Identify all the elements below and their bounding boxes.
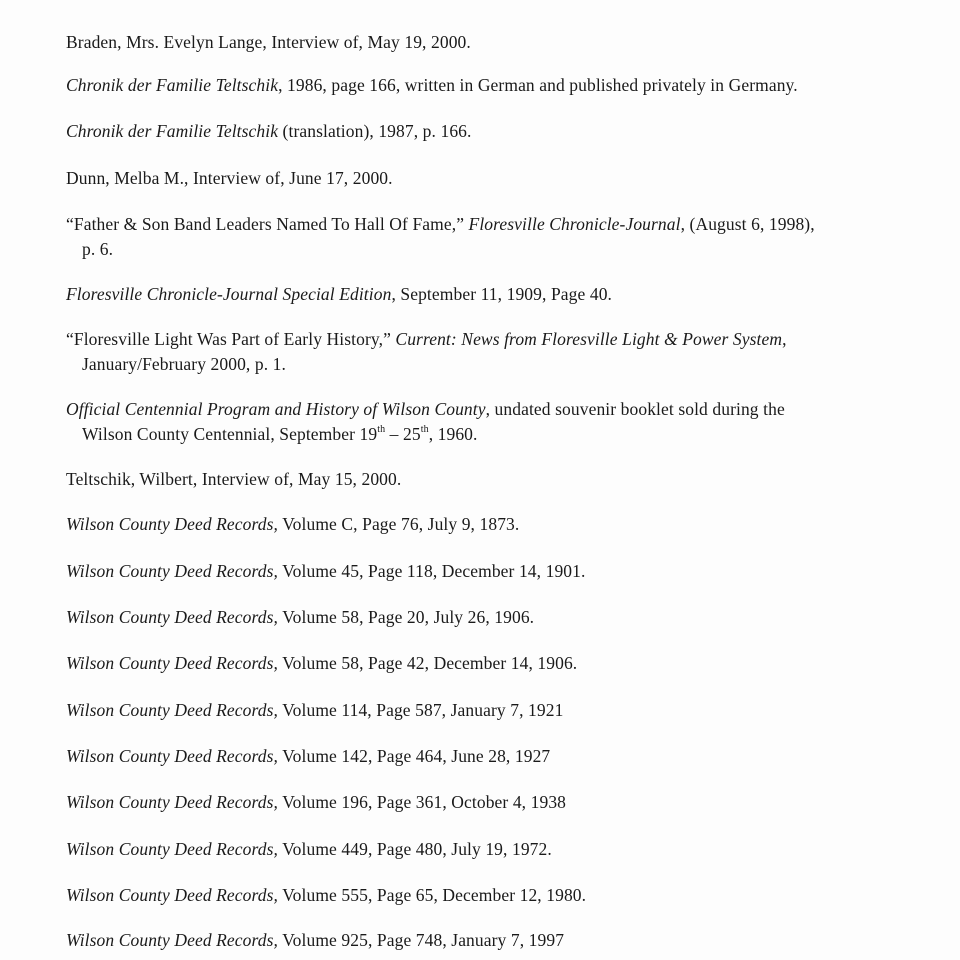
entry-title: Official Centennial Program and History of Wilson County [66,399,486,419]
entry-text: Volume 142, Page 464, June 28, 1927 [278,746,551,766]
bibliography-entry [66,605,926,630]
entry-text: Volume 58, Page 42, December 14, 1906. [278,653,578,673]
bibliography-entry [66,883,926,908]
bibliography-entry [66,119,926,144]
entry-title: Floresville Chronicle-Journal [468,214,681,234]
entry-text: Wilson County Centennial, September 19 [82,424,378,444]
entry-text: Volume 925, Page 748, January 7, 1997 [278,930,565,950]
entry-text: (translation), 1987, p. 166. [278,121,472,141]
bibliography-entry [66,73,926,98]
entry-title: Chronik der Familie Teltschik [66,75,279,95]
entry-title: Wilson County Deed Records, [66,885,279,905]
ordinal-suffix: th [377,424,386,436]
bibliography-entry [66,512,926,537]
entry-text: – 25 [385,424,421,444]
bibliography-entry [66,559,926,584]
entry-text: , September 11, 1909, Page 40. [391,284,613,304]
bibliography-entry [66,928,926,953]
entry-text: “Father & Son Band Leaders Named To Hall Of Fame,” [66,214,469,234]
bibliography-entry [66,837,926,862]
entry-text: , (August 6, 1998), [680,214,815,234]
bibliography-entry [66,698,926,723]
entry-text: Volume 449, Page 480, July 19, 1972. [278,839,552,859]
bibliography-entry [66,467,926,492]
entry-title: Wilson County Deed Records, [66,930,279,950]
entry-title: Wilson County Deed Records, [66,561,279,581]
entry-text: , undated souvenir booklet sold during the [485,399,785,419]
entry-text: Volume 58, Page 20, July 26, 1906. [278,607,535,627]
entry-continuation: p. 6. [82,239,114,259]
entry-text: Volume 196, Page 361, October 4, 1938 [278,792,567,812]
entry-text: Volume 114, Page 587, January 7, 1921 [278,700,564,720]
bibliography-entry [66,651,926,676]
bibliography-entry [66,790,926,815]
entry-title: Wilson County Deed Records, [66,607,279,627]
bibliography-entry [66,327,926,377]
entry-title: Wilson County Deed Records, [66,792,279,812]
entry-text: Volume 555, Page 65, December 12, 1980. [278,885,587,905]
ordinal-suffix: th [420,424,429,436]
bibliography-entry [66,166,926,191]
entry-text: Dunn, Melba M., Interview of, June 17, 2000. [66,168,393,188]
entry-title: Current: News from Floresville Light & Power System [395,329,783,349]
bibliography-entry [66,744,926,769]
bibliography-entry [66,282,926,307]
entry-text: Volume 45, Page 118, December 14, 1901. [278,561,586,581]
entry-title: Floresville Chronicle-Journal Special Edition [66,284,392,304]
entry-text: “Floresville Light Was Part of Early History,” [66,329,396,349]
entry-text: , 1986, page 166, written in German and published privately in Germany. [278,75,798,95]
entry-title: Wilson County Deed Records, [66,514,279,534]
entry-text: Braden, Mrs. Evelyn Lange, Interview of, May 19, 2000. [66,32,471,52]
entry-title: Chronik der Familie Teltschik [66,121,279,141]
entry-title: Wilson County Deed Records, [66,700,279,720]
entry-text: Volume C, Page 76, July 9, 1873. [278,514,520,534]
bibliography-entry [66,212,926,262]
bibliography-entry [66,30,926,55]
bibliography-entry [66,397,926,447]
entry-title: Wilson County Deed Records, [66,653,279,673]
entry-continuation [66,422,926,447]
entry-text: , 1960. [428,424,478,444]
entry-title: Wilson County Deed Records, [66,839,279,859]
entry-text: , [782,329,787,349]
entry-continuation: January/February 2000, p. 1. [82,354,287,374]
entry-title: Wilson County Deed Records, [66,746,279,766]
entry-text: Teltschik, Wilbert, Interview of, May 15, 2000. [66,469,402,489]
